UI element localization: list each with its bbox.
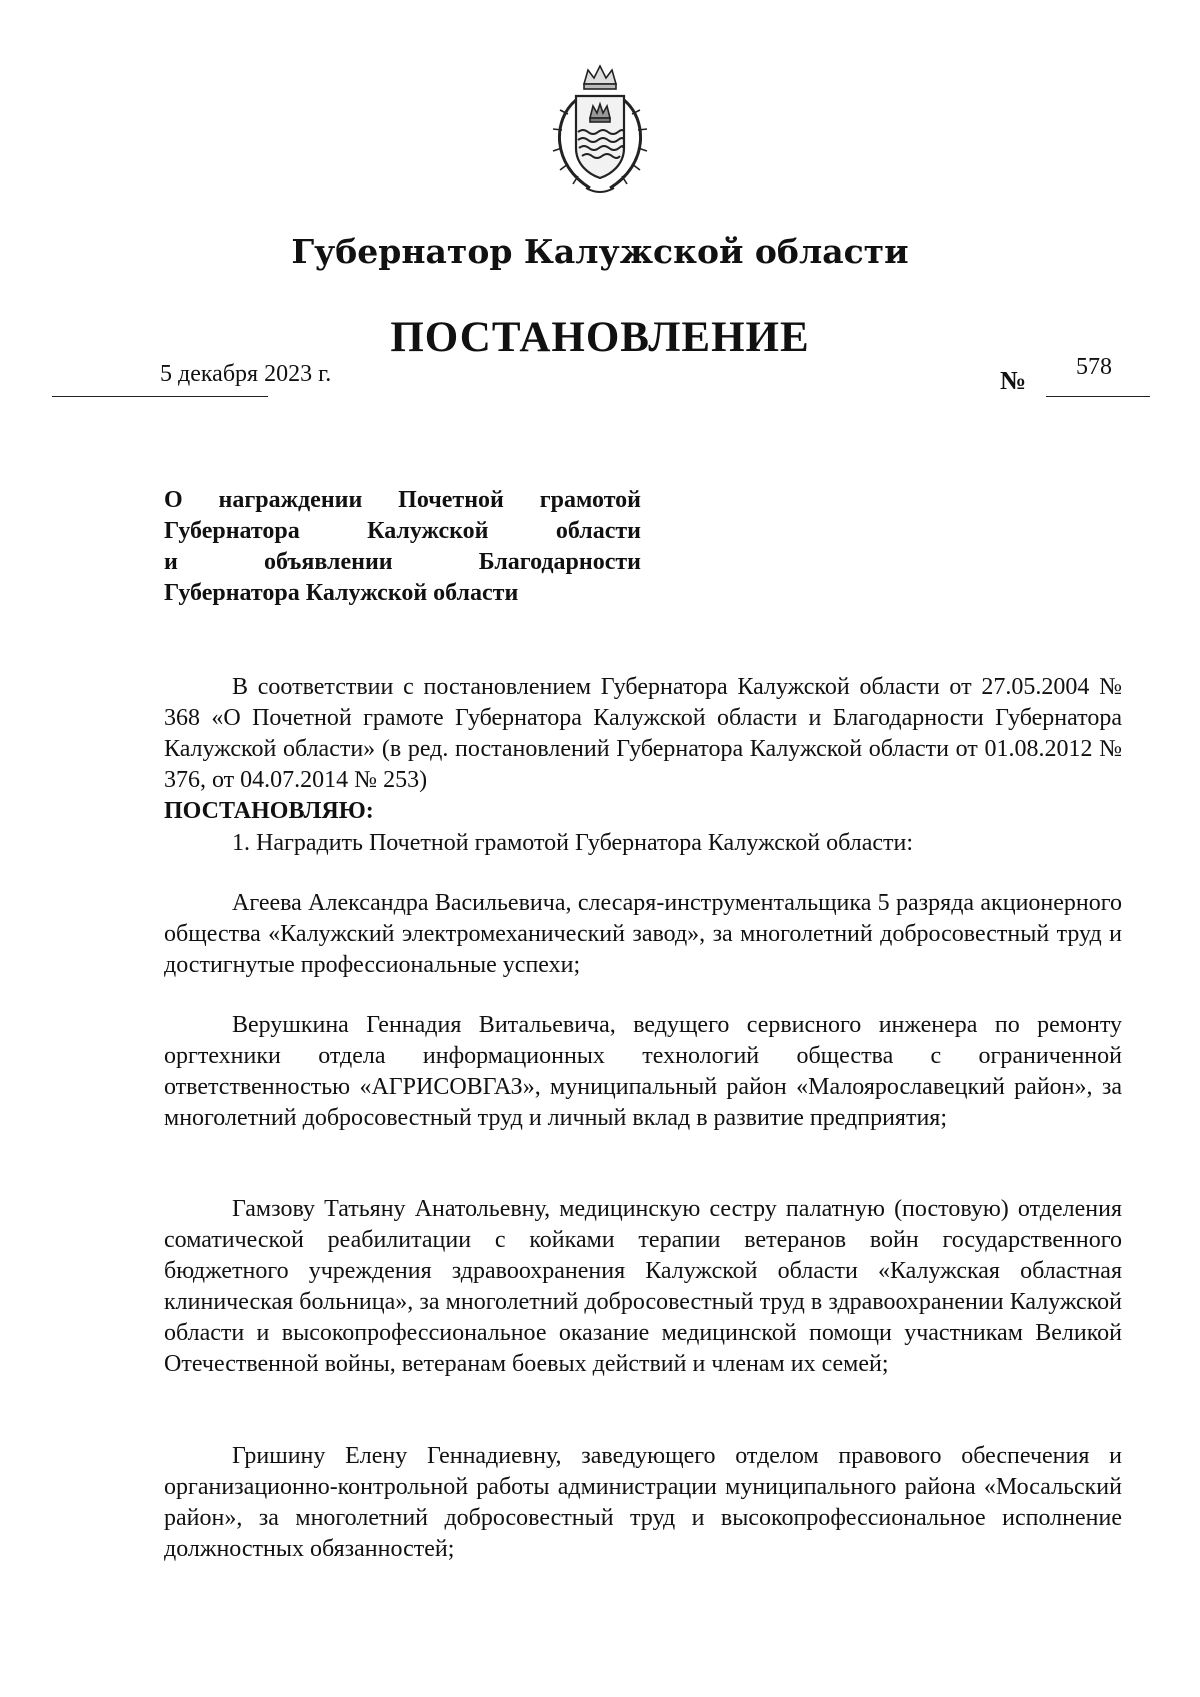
subject-line: О награждении Почетной грамотой (164, 487, 641, 513)
clause-1-heading (164, 828, 1122, 859)
awardee-text: Гришину Елену Геннадиевну, заведующего отделом правового обеспечения и организационно-контрольной работы администрации муниципального района «Мосальский район», за многолетний добросовестный труд и высокопрофессиональное исполнение должностных обязанностей; (164, 1443, 1122, 1562)
coat-of-arms-icon (538, 60, 662, 200)
document-date: 5 декабря 2023 г. (160, 361, 332, 387)
preamble (164, 672, 1122, 796)
issuing-authority: Губернатор Калужской области (291, 232, 909, 271)
awardee-paragraph (164, 1194, 1122, 1380)
number-sign: № (1000, 366, 1027, 395)
awardee-paragraph (164, 888, 1122, 981)
document-type-title: ПОСТАНОВЛЕНИЕ (390, 314, 810, 361)
awardee-paragraph (164, 1441, 1122, 1565)
awardee-paragraph (164, 1010, 1122, 1134)
subject-line: Губернатора Калужской области (164, 580, 519, 606)
awardee-text: Гамзову Татьяну Анатольевну, медицинскую сестру палатную (постовую) отделения соматической реабилитации с койками терапии ветеранов войн государственного бюджетного учреждения здравоохранения Калужской области «Калужская областная клиническая больница», за многолетний добросовестный труд в здравоохранении Калужской области и высокопрофессиональное оказание медицинской помощи участникам Великой Отечественной войны, ветеранам боевых действий и членам их семей; (164, 1196, 1122, 1377)
subject-line: Губернатора Калужской области (164, 518, 641, 544)
number-underline (1046, 396, 1150, 397)
awardee-text: Агеева Александра Васильевича, слесаря-инструментальщика 5 разряда акционерного общества «Калужский электромеханический завод», за многолетний добросовестный труд и достигнутые профессиональные успехи; (164, 890, 1122, 978)
date-underline (52, 396, 268, 397)
awardee-text: Верушкина Геннадия Витальевича, ведущего сервисного инженера по ремонту оргтехники отдела информационных технологий общества с ограниченной ответственностью «АГРИСОВГАЗ», муниципальный район «Малоярославецкий район», за многолетний добросовестный труд и личный вклад в развитие предприятия; (164, 1012, 1122, 1131)
decree-word: ПОСТАНОВЛЯЮ: (164, 798, 374, 824)
subject-line: и объявлении Благодарности (164, 549, 641, 575)
document-subject (164, 485, 641, 609)
preamble-text: В соответствии с постановлением Губернатора Калужской области от 27.05.2004 № 368 «О Почетной грамоте Губернатора Калужской области и Благодарности Губернатора Калужской области» (в ред. постановлений Губернатора Калужской области от 01.08.2012 № 376, от 04.07.2014 № 253) (164, 674, 1122, 793)
document-number: 578 (1076, 354, 1112, 380)
clause-1-text: 1. Наградить Почетной грамотой Губернатора Калужской области: (232, 830, 914, 856)
